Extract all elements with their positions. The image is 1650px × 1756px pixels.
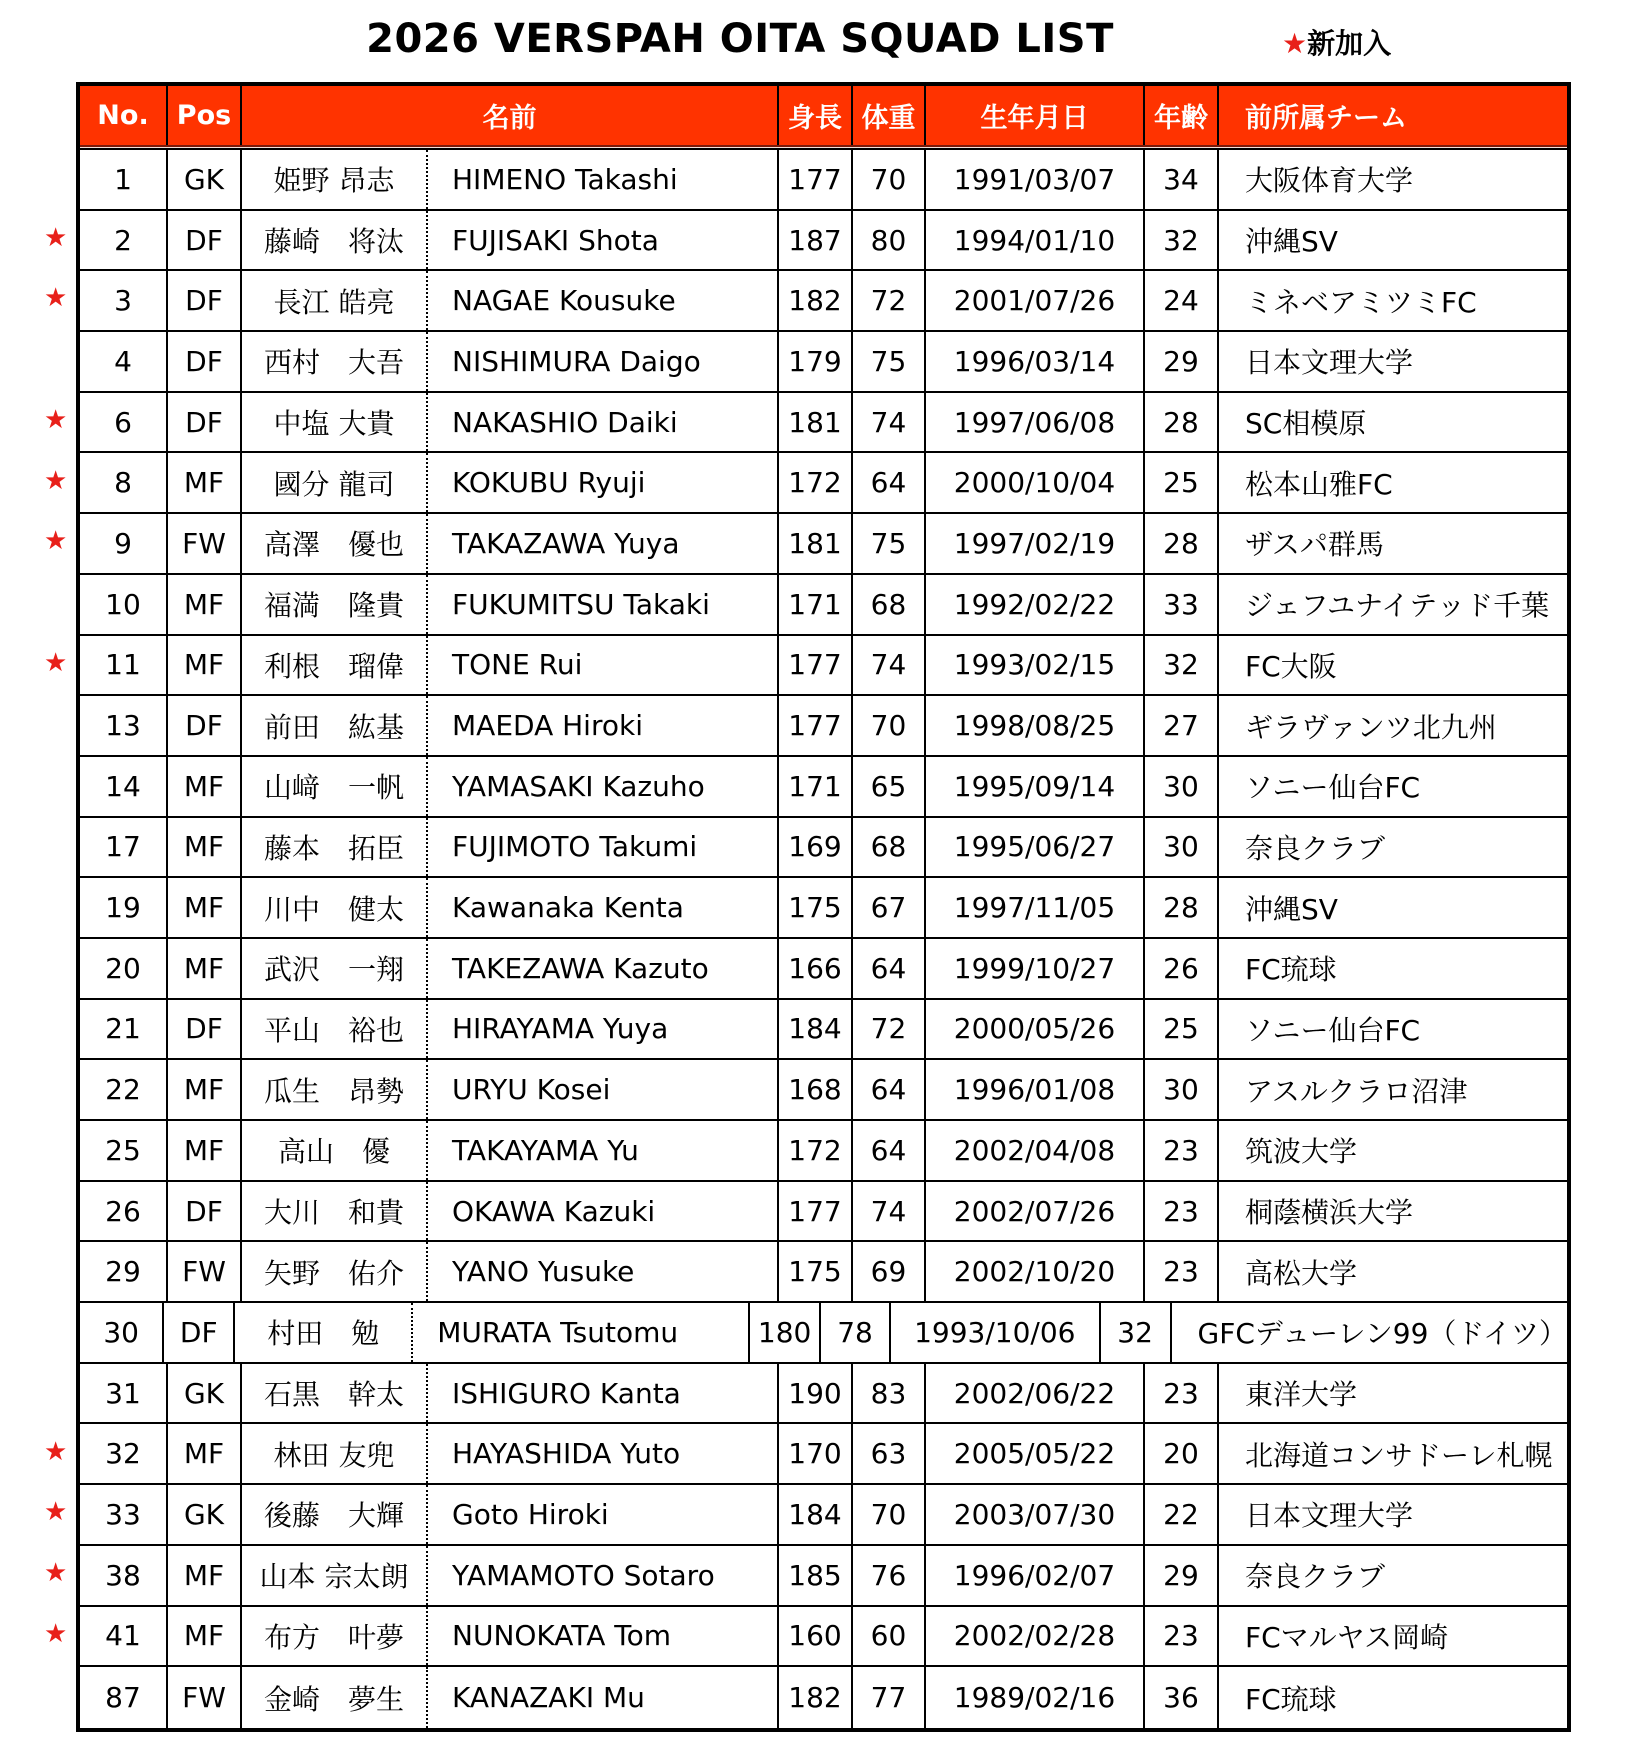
date-of-birth-cell: 2002/07/26 (926, 1182, 1145, 1241)
previous-team-cell: 桐蔭横浜大学 (1245, 1196, 1414, 1230)
player-number-cell: 41 (80, 1607, 168, 1666)
weight-cell: 74 (853, 1182, 926, 1241)
previous-team-cell: 日本文理大学 (1245, 346, 1414, 380)
name-english-cell: HIRAYAMA Yuya (428, 1000, 779, 1059)
age-cell: 23 (1145, 1182, 1219, 1241)
new-signing-star-icon: ★ (44, 1618, 68, 1649)
position-cell: DF (168, 332, 242, 391)
age-cell: 30 (1145, 757, 1219, 816)
player-number-cell: 30 (80, 1303, 164, 1362)
age-cell: 28 (1145, 514, 1219, 573)
header-pos: Pos (168, 86, 242, 150)
weight-cell: 72 (853, 271, 926, 330)
player-number-cell: 4 (80, 332, 168, 391)
name-japanese-cell: 山﨑 一帆 (242, 757, 428, 816)
age-cell: 27 (1145, 696, 1219, 755)
table-row (80, 696, 1567, 757)
previous-team-cell: ギラヴァンツ北九州 (1245, 710, 1497, 744)
age-cell: 33 (1145, 575, 1219, 634)
height-cell: 168 (779, 1060, 853, 1119)
header-dob: 生年月日 (926, 86, 1145, 150)
position-cell: DF (168, 271, 242, 330)
weight-cell: 75 (853, 332, 926, 391)
weight-cell: 80 (853, 211, 926, 270)
table-row (80, 1242, 1567, 1303)
table-row (80, 150, 1567, 211)
table-row (80, 1364, 1567, 1425)
new-signing-star-icon: ★ (44, 1558, 68, 1589)
new-signing-star-icon: ★ (44, 1436, 68, 1467)
name-english-cell: OKAWA Kazuki (428, 1182, 779, 1241)
height-cell: 181 (779, 393, 853, 452)
player-number-cell: 29 (80, 1242, 168, 1301)
date-of-birth-cell: 2005/05/22 (926, 1424, 1145, 1483)
position-cell: MF (168, 818, 242, 877)
height-cell: 187 (779, 211, 853, 270)
weight-cell: 69 (853, 1242, 926, 1301)
height-cell: 171 (779, 575, 853, 634)
name-english-cell: NUNOKATA Tom (428, 1607, 779, 1666)
new-signing-star-icon: ★ (44, 283, 68, 314)
new-signing-star-icon: ★ (44, 404, 68, 435)
height-cell: 177 (779, 150, 853, 209)
height-cell: 160 (779, 1607, 853, 1666)
name-japanese-cell: 石黒 幹太 (242, 1364, 428, 1423)
date-of-birth-cell: 1995/06/27 (926, 818, 1145, 877)
star-icon: ★ (1282, 27, 1308, 60)
age-cell: 23 (1145, 1242, 1219, 1301)
previous-team-cell: FC琉球 (1245, 1682, 1337, 1716)
previous-team-cell: 日本文理大学 (1245, 1499, 1414, 1533)
date-of-birth-cell: 1996/01/08 (926, 1060, 1145, 1119)
name-japanese-cell: 後藤 大輝 (242, 1485, 428, 1544)
position-cell: DF (168, 1000, 242, 1059)
header-age: 年齢 (1145, 86, 1219, 150)
name-english-cell: YAMAMOTO Sotaro (428, 1546, 779, 1605)
table-row (80, 271, 1567, 332)
new-signing-star-icon: ★ (44, 647, 68, 678)
table-row (80, 575, 1567, 636)
age-cell: 32 (1145, 636, 1219, 695)
name-english-cell: MURATA Tsutomu (413, 1303, 750, 1362)
name-japanese-cell: 金崎 夢生 (242, 1667, 428, 1728)
age-cell: 20 (1145, 1424, 1219, 1483)
player-number-cell: 19 (80, 878, 168, 937)
name-japanese-cell: 川中 健太 (242, 878, 428, 937)
previous-team-cell: 松本山雅FC (1245, 467, 1393, 501)
height-cell: 171 (779, 757, 853, 816)
table-row (80, 878, 1567, 939)
table-row (80, 1607, 1567, 1668)
player-number-cell: 11 (80, 636, 168, 695)
player-number-cell: 26 (80, 1182, 168, 1241)
name-english-cell: TAKAZAWA Yuya (428, 514, 779, 573)
name-japanese-cell: 福満 隆貴 (242, 575, 428, 634)
weight-cell: 64 (853, 1060, 926, 1119)
previous-team-cell: ザスパ群馬 (1245, 528, 1384, 562)
player-number-cell: 22 (80, 1060, 168, 1119)
previous-team-cell: SC相模原 (1245, 407, 1367, 441)
weight-cell: 60 (853, 1607, 926, 1666)
name-japanese-cell: 西村 大吾 (242, 332, 428, 391)
previous-team-cell: FCマルヤス岡崎 (1245, 1620, 1449, 1654)
previous-team-cell: アスルクラロ沼津 (1245, 1074, 1468, 1108)
position-cell: MF (168, 1424, 242, 1483)
name-japanese-cell: 長江 皓亮 (242, 271, 428, 330)
weight-cell: 77 (853, 1667, 926, 1728)
name-japanese-cell: 姫野 昂志 (242, 150, 428, 209)
age-cell: 30 (1145, 1060, 1219, 1119)
date-of-birth-cell: 1994/01/10 (926, 211, 1145, 270)
table-row (80, 757, 1567, 818)
name-english-cell: Goto Hiroki (428, 1485, 779, 1544)
header-name: 名前 (242, 86, 779, 150)
date-of-birth-cell: 1992/02/22 (926, 575, 1145, 634)
name-english-cell: NAKASHIO Daiki (428, 393, 779, 452)
name-english-cell: NISHIMURA Daigo (428, 332, 779, 391)
new-signing-star-icon: ★ (44, 222, 68, 253)
age-cell: 23 (1145, 1607, 1219, 1666)
age-cell: 32 (1145, 211, 1219, 270)
previous-team-cell: ソニー仙台FC (1245, 771, 1421, 805)
name-japanese-cell: 瓜生 昂勢 (242, 1060, 428, 1119)
date-of-birth-cell: 1996/03/14 (926, 332, 1145, 391)
age-cell: 34 (1145, 150, 1219, 209)
weight-cell: 70 (853, 1485, 926, 1544)
name-japanese-cell: 前田 紘基 (242, 696, 428, 755)
height-cell: 185 (779, 1546, 853, 1605)
weight-cell: 68 (853, 818, 926, 877)
weight-cell: 74 (853, 636, 926, 695)
age-cell: 25 (1145, 453, 1219, 512)
player-number-cell: 38 (80, 1546, 168, 1605)
date-of-birth-cell: 1993/02/15 (926, 636, 1145, 695)
previous-team-cell: ミネベアミツミFC (1245, 285, 1477, 319)
previous-team-cell: 東洋大学 (1245, 1378, 1358, 1412)
date-of-birth-cell: 2002/10/20 (926, 1242, 1145, 1301)
position-cell: FW (168, 1667, 242, 1728)
previous-team-cell: 筑波大学 (1245, 1135, 1358, 1169)
name-japanese-cell: 林田 友兜 (242, 1424, 428, 1483)
player-number-cell: 13 (80, 696, 168, 755)
position-cell: MF (168, 757, 242, 816)
name-japanese-cell: 高山 優 (242, 1121, 428, 1180)
height-cell: 172 (779, 453, 853, 512)
date-of-birth-cell: 2002/06/22 (926, 1364, 1145, 1423)
height-cell: 175 (779, 878, 853, 937)
position-cell: MF (168, 636, 242, 695)
player-number-cell: 31 (80, 1364, 168, 1423)
name-japanese-cell: 布方 叶夢 (242, 1607, 428, 1666)
date-of-birth-cell: 1999/10/27 (926, 939, 1145, 998)
age-cell: 22 (1145, 1485, 1219, 1544)
table-row (80, 939, 1567, 1000)
table-header (80, 86, 1567, 150)
table-row (80, 1667, 1567, 1728)
position-cell: GK (168, 1485, 242, 1544)
position-cell: DF (168, 696, 242, 755)
previous-team-cell: 北海道コンサドーレ札幌 (1245, 1438, 1553, 1472)
name-japanese-cell: 平山 裕也 (242, 1000, 428, 1059)
date-of-birth-cell: 1991/03/07 (926, 150, 1145, 209)
previous-team-cell: ジェフユナイテッド千葉 (1245, 589, 1550, 623)
player-number-cell: 3 (80, 271, 168, 330)
table-row (80, 818, 1567, 879)
date-of-birth-cell: 1997/11/05 (926, 878, 1145, 937)
player-number-cell: 14 (80, 757, 168, 816)
table-row (80, 1000, 1567, 1061)
player-number-cell: 32 (80, 1424, 168, 1483)
weight-cell: 70 (853, 150, 926, 209)
height-cell: 170 (779, 1424, 853, 1483)
table-row (80, 453, 1567, 514)
name-english-cell: YANO Yusuke (428, 1242, 779, 1301)
age-cell: 28 (1145, 878, 1219, 937)
header-no: No. (80, 86, 168, 150)
name-english-cell: ISHIGURO Kanta (428, 1364, 779, 1423)
name-english-cell: Kawanaka Kenta (428, 878, 779, 937)
name-japanese-cell: 武沢 一翔 (242, 939, 428, 998)
position-cell: GK (168, 150, 242, 209)
date-of-birth-cell: 2000/10/04 (926, 453, 1145, 512)
legend-label: 新加入 (1307, 27, 1392, 60)
weight-cell: 70 (853, 696, 926, 755)
name-english-cell: KANAZAKI Mu (428, 1667, 779, 1728)
name-english-cell: FUJIMOTO Takumi (428, 818, 779, 877)
height-cell: 190 (779, 1364, 853, 1423)
name-japanese-cell: 中塩 大貴 (242, 393, 428, 452)
name-english-cell: MAEDA Hiroki (428, 696, 779, 755)
table-row (80, 1424, 1567, 1485)
weight-cell: 63 (853, 1424, 926, 1483)
player-number-cell: 8 (80, 453, 168, 512)
player-number-cell: 21 (80, 1000, 168, 1059)
name-japanese-cell: 矢野 佑介 (242, 1242, 428, 1301)
table-row (80, 1121, 1567, 1182)
weight-cell: 64 (853, 939, 926, 998)
position-cell: GK (168, 1364, 242, 1423)
height-cell: 169 (779, 818, 853, 877)
age-cell: 26 (1145, 939, 1219, 998)
date-of-birth-cell: 2003/07/30 (926, 1485, 1145, 1544)
date-of-birth-cell: 1998/08/25 (926, 696, 1145, 755)
table-row (80, 211, 1567, 272)
height-cell: 166 (779, 939, 853, 998)
height-cell: 175 (779, 1242, 853, 1301)
age-cell: 28 (1145, 393, 1219, 452)
date-of-birth-cell: 1989/02/16 (926, 1667, 1145, 1728)
table-row (80, 332, 1567, 393)
name-english-cell: TONE Rui (428, 636, 779, 695)
date-of-birth-cell: 1996/02/07 (926, 1546, 1145, 1605)
date-of-birth-cell: 1993/10/06 (891, 1303, 1101, 1362)
height-cell: 182 (779, 271, 853, 330)
weight-cell: 72 (853, 1000, 926, 1059)
age-cell: 30 (1145, 818, 1219, 877)
name-japanese-cell: 高澤 優也 (242, 514, 428, 573)
height-cell: 184 (779, 1000, 853, 1059)
header-weight: 体重 (853, 86, 926, 150)
name-english-cell: TAKAYAMA Yu (428, 1121, 779, 1180)
previous-team-cell: GFCデューレン99（ドイツ） (1197, 1317, 1567, 1351)
previous-team-cell: 大阪体育大学 (1245, 164, 1414, 198)
player-number-cell: 17 (80, 818, 168, 877)
previous-team-cell: 沖縄SV (1245, 892, 1338, 926)
position-cell: MF (168, 1060, 242, 1119)
age-cell: 24 (1145, 271, 1219, 330)
height-cell: 182 (779, 1667, 853, 1728)
name-english-cell: FUJISAKI Shota (428, 211, 779, 270)
position-cell: MF (168, 575, 242, 634)
date-of-birth-cell: 2002/04/08 (926, 1121, 1145, 1180)
player-number-cell: 1 (80, 150, 168, 209)
position-cell: MF (168, 878, 242, 937)
height-cell: 181 (779, 514, 853, 573)
position-cell: MF (168, 453, 242, 512)
player-number-cell: 33 (80, 1485, 168, 1544)
weight-cell: 68 (853, 575, 926, 634)
page-title: 2026 VERSPAH OITA SQUAD LIST (366, 16, 1114, 62)
name-english-cell: FUKUMITSU Takaki (428, 575, 779, 634)
position-cell: MF (168, 1546, 242, 1605)
name-english-cell: YAMASAKI Kazuho (428, 757, 779, 816)
table-row (80, 393, 1567, 454)
position-cell: MF (168, 939, 242, 998)
header-height: 身長 (779, 86, 853, 150)
squad-table (76, 82, 1571, 1732)
player-number-cell: 9 (80, 514, 168, 573)
table-row (80, 1546, 1567, 1607)
weight-cell: 76 (853, 1546, 926, 1605)
table-row (80, 1182, 1567, 1243)
new-signing-star-icon: ★ (44, 526, 68, 557)
position-cell: FW (168, 514, 242, 573)
previous-team-cell: 奈良クラブ (1245, 831, 1386, 865)
weight-cell: 64 (853, 1121, 926, 1180)
player-number-cell: 25 (80, 1121, 168, 1180)
name-japanese-cell: 國分 龍司 (242, 453, 428, 512)
name-english-cell: HIMENO Takashi (428, 150, 779, 209)
header-prev-team: 前所属チーム (1245, 103, 1407, 134)
position-cell: MF (168, 1607, 242, 1666)
previous-team-cell: FC琉球 (1245, 953, 1337, 987)
previous-team-cell: 沖縄SV (1245, 225, 1338, 259)
position-cell: DF (164, 1303, 235, 1362)
name-japanese-cell: 利根 瑠偉 (242, 636, 428, 695)
new-signing-star-icon: ★ (44, 465, 68, 496)
height-cell: 172 (779, 1121, 853, 1180)
name-english-cell: KOKUBU Ryuji (428, 453, 779, 512)
position-cell: DF (168, 1182, 242, 1241)
name-japanese-cell: 藤崎 将汰 (242, 211, 428, 270)
previous-team-cell: 奈良クラブ (1245, 1560, 1386, 1594)
age-cell: 36 (1145, 1667, 1219, 1728)
table-row (80, 1485, 1567, 1546)
height-cell: 179 (779, 332, 853, 391)
position-cell: DF (168, 211, 242, 270)
weight-cell: 67 (853, 878, 926, 937)
height-cell: 177 (779, 636, 853, 695)
weight-cell: 78 (821, 1303, 891, 1362)
weight-cell: 83 (853, 1364, 926, 1423)
height-cell: 184 (779, 1485, 853, 1544)
position-cell: DF (168, 393, 242, 452)
weight-cell: 74 (853, 393, 926, 452)
player-number-cell: 2 (80, 211, 168, 270)
name-japanese-cell: 藤本 拓臣 (242, 818, 428, 877)
player-number-cell: 10 (80, 575, 168, 634)
date-of-birth-cell: 1997/02/19 (926, 514, 1145, 573)
age-cell: 25 (1145, 1000, 1219, 1059)
new-signing-star-icon: ★ (44, 1497, 68, 1528)
previous-team-cell: ソニー仙台FC (1245, 1013, 1421, 1047)
date-of-birth-cell: 2001/07/26 (926, 271, 1145, 330)
height-cell: 180 (750, 1303, 821, 1362)
new-signing-legend (1282, 22, 1391, 62)
age-cell: 23 (1145, 1121, 1219, 1180)
age-cell: 29 (1145, 1546, 1219, 1605)
name-japanese-cell: 村田 勉 (235, 1303, 413, 1362)
position-cell: FW (168, 1242, 242, 1301)
date-of-birth-cell: 2000/05/26 (926, 1000, 1145, 1059)
previous-team-cell: FC大阪 (1245, 649, 1337, 683)
name-english-cell: HAYASHIDA Yuto (428, 1424, 779, 1483)
weight-cell: 64 (853, 453, 926, 512)
player-number-cell: 6 (80, 393, 168, 452)
age-cell: 23 (1145, 1364, 1219, 1423)
position-cell: MF (168, 1121, 242, 1180)
date-of-birth-cell: 2002/02/28 (926, 1607, 1145, 1666)
date-of-birth-cell: 1995/09/14 (926, 757, 1145, 816)
player-number-cell: 87 (80, 1667, 168, 1728)
previous-team-cell: 高松大学 (1245, 1256, 1358, 1290)
age-cell: 29 (1145, 332, 1219, 391)
table-row (80, 1060, 1567, 1121)
table-row (80, 514, 1567, 575)
height-cell: 177 (779, 1182, 853, 1241)
name-english-cell: NAGAE Kousuke (428, 271, 779, 330)
age-cell: 32 (1101, 1303, 1172, 1362)
table-row (80, 636, 1567, 697)
height-cell: 177 (779, 696, 853, 755)
weight-cell: 75 (853, 514, 926, 573)
name-japanese-cell: 山本 宗太朗 (242, 1546, 428, 1605)
table-row (80, 1303, 1567, 1364)
name-japanese-cell: 大川 和貴 (242, 1182, 428, 1241)
name-english-cell: URYU Kosei (428, 1060, 779, 1119)
date-of-birth-cell: 1997/06/08 (926, 393, 1145, 452)
weight-cell: 65 (853, 757, 926, 816)
name-english-cell: TAKEZAWA Kazuto (428, 939, 779, 998)
player-number-cell: 20 (80, 939, 168, 998)
